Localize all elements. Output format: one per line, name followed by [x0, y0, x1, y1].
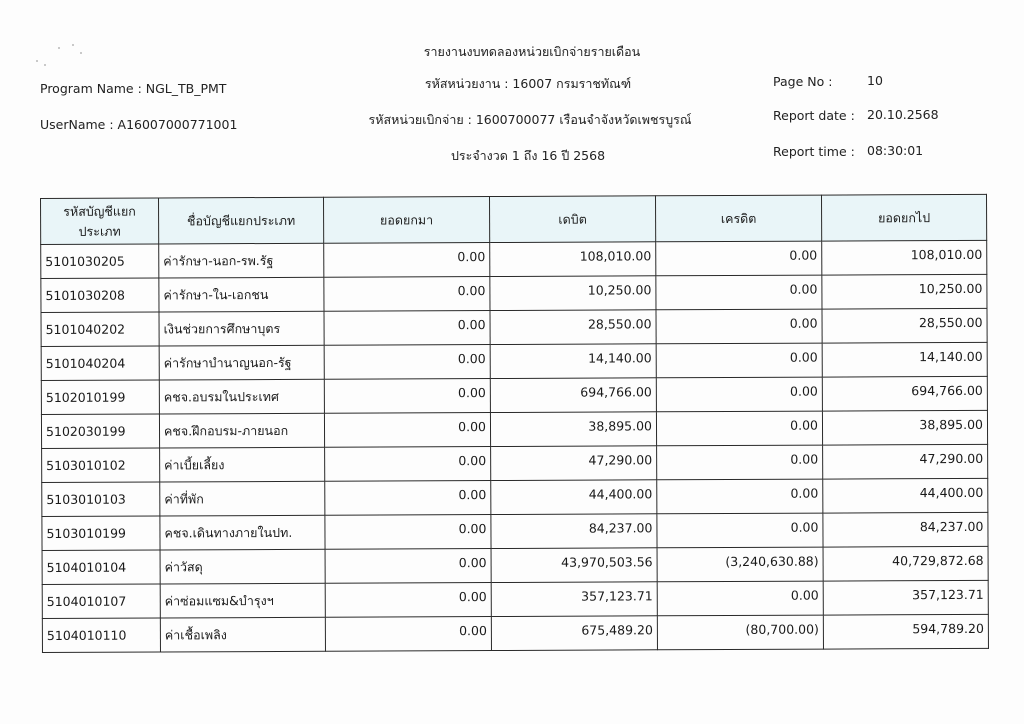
- account-name-cell: คชจ.ฝึกอบรม-ภายนอก: [159, 413, 324, 448]
- agency-line: รหัสหน่วยงาน : 16007 กรมราชทัณฑ์: [424, 76, 632, 91]
- debit-cell: 108,010.00: [490, 242, 656, 277]
- account-name-cell: ค่าเบี้ยเลี้ยง: [160, 447, 325, 482]
- username: UserName : A16007000771001: [40, 117, 238, 132]
- account-name-cell: เงินช่วยการศึกษาบุตร: [159, 311, 324, 346]
- closing-balance-cell: 10,250.00: [822, 274, 987, 309]
- opening-balance-cell: 0.00: [325, 617, 491, 652]
- scan-speck: [44, 64, 46, 66]
- credit-cell: 0.00: [656, 309, 822, 344]
- opening-balance-cell: 0.00: [324, 243, 490, 278]
- debit-cell: 28,550.00: [490, 310, 656, 345]
- column-header-opening-balance: ยอดยกมา: [323, 197, 489, 244]
- table-row: [41, 240, 987, 278]
- scan-speck: [36, 60, 38, 62]
- closing-balance-cell: 44,400.00: [823, 478, 988, 513]
- debit-cell: 357,123.71: [491, 582, 657, 617]
- account-name-cell: ค่าเชื้อเพลิง: [160, 617, 325, 652]
- period-line: ประจำงวด 1 ถึง 16 ปี 2568: [450, 148, 606, 163]
- debit-cell: 675,489.20: [491, 616, 657, 651]
- column-header-account-code: รหัสบัญชีแยกประเภท: [41, 198, 159, 245]
- report-time-value: 08:30:01: [867, 143, 924, 158]
- opening-balance-cell: 0.00: [324, 311, 490, 346]
- closing-balance-cell: 694,766.00: [822, 376, 987, 411]
- account-code-cell: 5103010199: [42, 516, 160, 551]
- closing-balance-cell: 84,237.00: [823, 512, 988, 547]
- debit-cell: 14,140.00: [490, 344, 656, 379]
- opening-balance-cell: 0.00: [325, 549, 491, 584]
- credit-cell: 0.00: [656, 377, 822, 412]
- credit-cell: 0.00: [656, 343, 822, 378]
- report-date-label: Report date :: [773, 108, 855, 123]
- account-code-cell: 5104010104: [42, 550, 160, 585]
- report-time-label: Report time :: [773, 144, 855, 159]
- closing-balance-cell: 28,550.00: [822, 308, 987, 343]
- debit-cell: 694,766.00: [490, 378, 656, 413]
- debit-cell: 38,895.00: [490, 412, 656, 447]
- scan-speck: [72, 44, 74, 46]
- credit-cell: 0.00: [656, 275, 822, 310]
- scan-speck: [80, 52, 82, 54]
- account-code-cell: 5102030199: [41, 414, 159, 449]
- page-no-value: 10: [867, 73, 883, 88]
- account-code-cell: 5101040202: [41, 312, 159, 347]
- opening-balance-cell: 0.00: [324, 413, 490, 448]
- account-code-cell: 5103010103: [42, 482, 160, 517]
- table-row: [42, 478, 988, 516]
- credit-cell: 0.00: [657, 479, 823, 514]
- opening-balance-cell: 0.00: [324, 379, 490, 414]
- closing-balance-cell: 108,010.00: [822, 240, 987, 275]
- report-title: รายงานงบทดลองหน่วยเบิกจ่ายรายเดือน: [423, 44, 641, 59]
- account-code-cell: 5103010102: [42, 448, 160, 483]
- account-name-cell: ค่ารักษา-ใน-เอกชน: [159, 277, 324, 312]
- program-name: Program Name : NGL_TB_PMT: [40, 81, 227, 96]
- closing-balance-cell: 357,123.71: [823, 580, 988, 615]
- debit-cell: 84,237.00: [491, 514, 657, 549]
- closing-balance-cell: 40,729,872.68: [823, 546, 988, 581]
- opening-balance-cell: 0.00: [325, 481, 491, 516]
- column-header-closing-balance: ยอดยกไป: [821, 194, 986, 241]
- opening-balance-cell: 0.00: [324, 345, 490, 380]
- closing-balance-cell: 47,290.00: [823, 444, 988, 479]
- account-code-cell: 5102010199: [41, 380, 159, 415]
- scan-speck: [58, 47, 60, 49]
- account-name-cell: คชจ.เดินทางภายในปท.: [160, 515, 325, 550]
- debit-cell: 44,400.00: [491, 480, 657, 515]
- table-row: [41, 376, 987, 414]
- table-row: [42, 580, 988, 618]
- account-name-cell: ค่าที่พัก: [160, 481, 325, 516]
- credit-cell: (3,240,630.88): [657, 547, 823, 582]
- account-code-cell: 5104010110: [42, 618, 160, 653]
- credit-cell: 0.00: [657, 581, 823, 616]
- table-header-row: [41, 194, 987, 244]
- account-code-cell: 5104010107: [42, 584, 160, 619]
- table-row: [41, 274, 987, 312]
- debit-cell: 47,290.00: [491, 446, 657, 481]
- closing-balance-cell: 38,895.00: [822, 410, 987, 445]
- trial-balance-table: [40, 194, 989, 653]
- credit-cell: 0.00: [656, 411, 822, 446]
- table-row: [42, 546, 988, 584]
- table-row: [42, 444, 988, 482]
- report-date-value: 20.10.2568: [867, 107, 939, 122]
- account-name-cell: ค่าวัสดุ: [160, 549, 325, 584]
- column-header-account-name: ชื่อบัญชีแยกประเภท: [159, 197, 324, 244]
- column-header-credit: เครดิต: [655, 195, 821, 242]
- credit-cell: (80,700.00): [657, 615, 823, 650]
- table-row: [41, 308, 987, 346]
- table-row: [42, 512, 988, 550]
- opening-balance-cell: 0.00: [325, 583, 491, 618]
- page-no-label: Page No :: [773, 74, 833, 89]
- account-name-cell: ค่าซ่อมแซม&บำรุงฯ: [160, 583, 325, 618]
- disbursement-line: รหัสหน่วยเบิกจ่าย : 1600700077 เรือนจำจังหวัดเพชรบูรณ์: [368, 112, 692, 127]
- debit-cell: 10,250.00: [490, 276, 656, 311]
- account-name-cell: ค่ารักษา-นอก-รพ.รัฐ: [159, 243, 324, 278]
- closing-balance-cell: 594,789.20: [823, 614, 988, 649]
- account-name-cell: คชจ.อบรมในประเทศ: [159, 379, 324, 414]
- opening-balance-cell: 0.00: [324, 277, 490, 312]
- table-row: [41, 410, 987, 448]
- account-code-cell: 5101040204: [41, 346, 159, 381]
- table-row: [41, 342, 987, 380]
- debit-cell: 43,970,503.56: [491, 548, 657, 583]
- table-row: [42, 614, 988, 652]
- credit-cell: 0.00: [657, 513, 823, 548]
- account-name-cell: ค่ารักษาบำนาญนอก-รัฐ: [159, 345, 324, 380]
- account-code-cell: 5101030208: [41, 278, 159, 313]
- column-header-debit: เดบิต: [489, 196, 655, 243]
- credit-cell: 0.00: [657, 445, 823, 480]
- account-code-cell: 5101030205: [41, 244, 159, 279]
- opening-balance-cell: 0.00: [325, 515, 491, 550]
- credit-cell: 0.00: [656, 241, 822, 276]
- opening-balance-cell: 0.00: [325, 447, 491, 482]
- closing-balance-cell: 14,140.00: [822, 342, 987, 377]
